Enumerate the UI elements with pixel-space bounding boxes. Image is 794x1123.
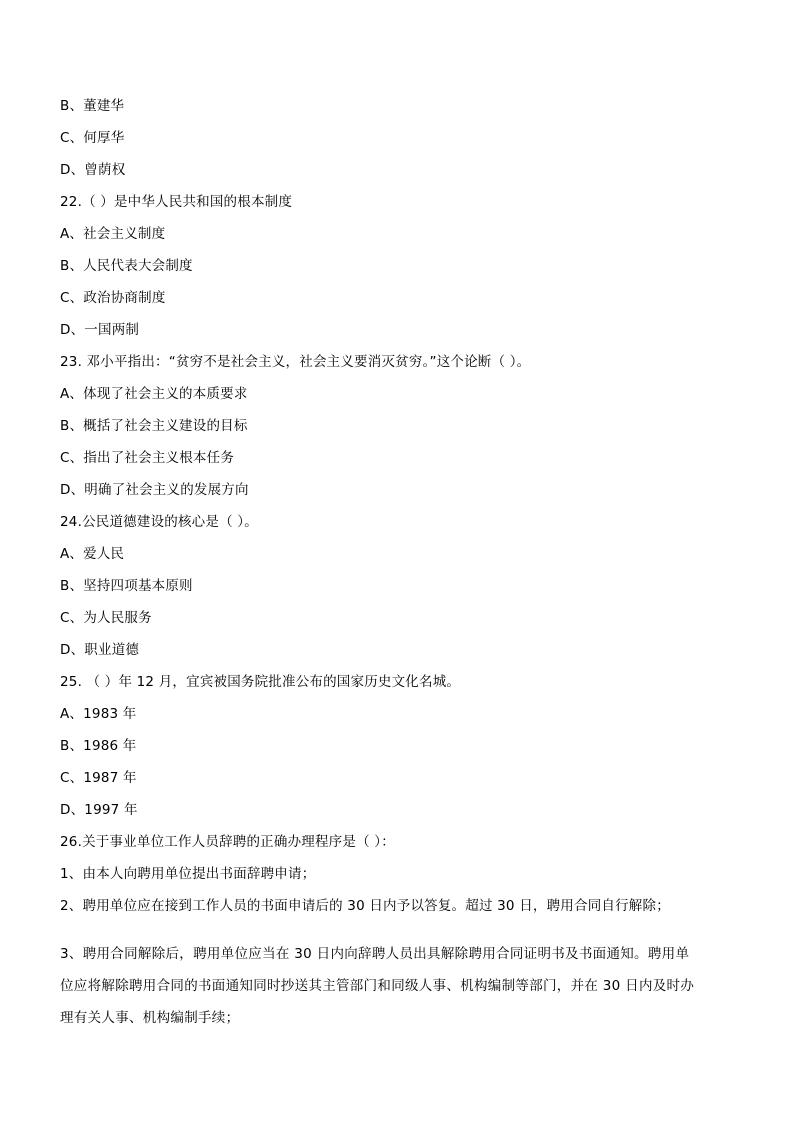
question-25: 25. （ ）年 12 月，宜宾被国务院批准公布的国家历史文化名城。: [60, 674, 461, 690]
option-d-q24: D、职业道德: [60, 642, 140, 658]
option-c-q23: C、指出了社会主义根本任务: [60, 450, 235, 466]
option-b-q21: B、董建华: [60, 98, 125, 114]
option-a-q23: A、体现了社会主义的本质要求: [60, 386, 248, 402]
option-b-q22: B、人民代表大会制度: [60, 258, 193, 274]
option-d-q22: D、一国两制: [60, 322, 140, 338]
procedure-step-1: 1、由本人向聘用单位提出书面辞聘申请；: [60, 866, 316, 882]
question-24: 24.公民道德建设的核心是（ ）。: [60, 514, 258, 530]
procedure-step-3: 3、聘用合同解除后，聘用单位应当在 30 日内向辞聘人员出具解除聘用合同证明书及书面通知。聘用单位应将解除聘用合同的书面通知同时抄送其主管部门和同级人事、机构编制等部门，并在 30 日内及时办理有关人事、机构编制手续；: [60, 946, 695, 1026]
option-c-q22: C、政治协商制度: [60, 290, 166, 306]
option-c-q21: C、何厚华: [60, 130, 125, 146]
question-26: 26.关于事业单位工作人员辞聘的正确办理程序是（ ）：: [60, 834, 395, 850]
option-a-q25: A、1983 年: [60, 706, 137, 722]
question-23: 23. 邓小平指出：“贫穷不是社会主义，社会主义要消灭贫穷。”这个论断（ ）。: [60, 354, 531, 370]
option-b-q24: B、坚持四项基本原则: [60, 578, 193, 594]
option-b-q25: B、1986 年: [60, 738, 137, 754]
option-b-q23: B、概括了社会主义建设的目标: [60, 418, 248, 434]
question-22: 22.（ ）是中华人民共和国的根本制度: [60, 194, 293, 210]
option-a-q22: A、社会主义制度: [60, 226, 166, 242]
option-a-q24: A、爱人民: [60, 546, 125, 562]
option-d-q21: D、曾荫权: [60, 162, 126, 178]
option-d-q23: D、明确了社会主义的发展方向: [60, 482, 249, 498]
option-d-q25: D、1997 年: [60, 802, 138, 818]
procedure-step-2: 2、聘用单位应在接到工作人员的书面申请后的 30 日内予以答复。超过 30 日，聘用合同自行解除；: [60, 898, 670, 914]
option-c-q25: C、1987 年: [60, 770, 137, 786]
option-c-q24: C、为人民服务: [60, 610, 152, 626]
